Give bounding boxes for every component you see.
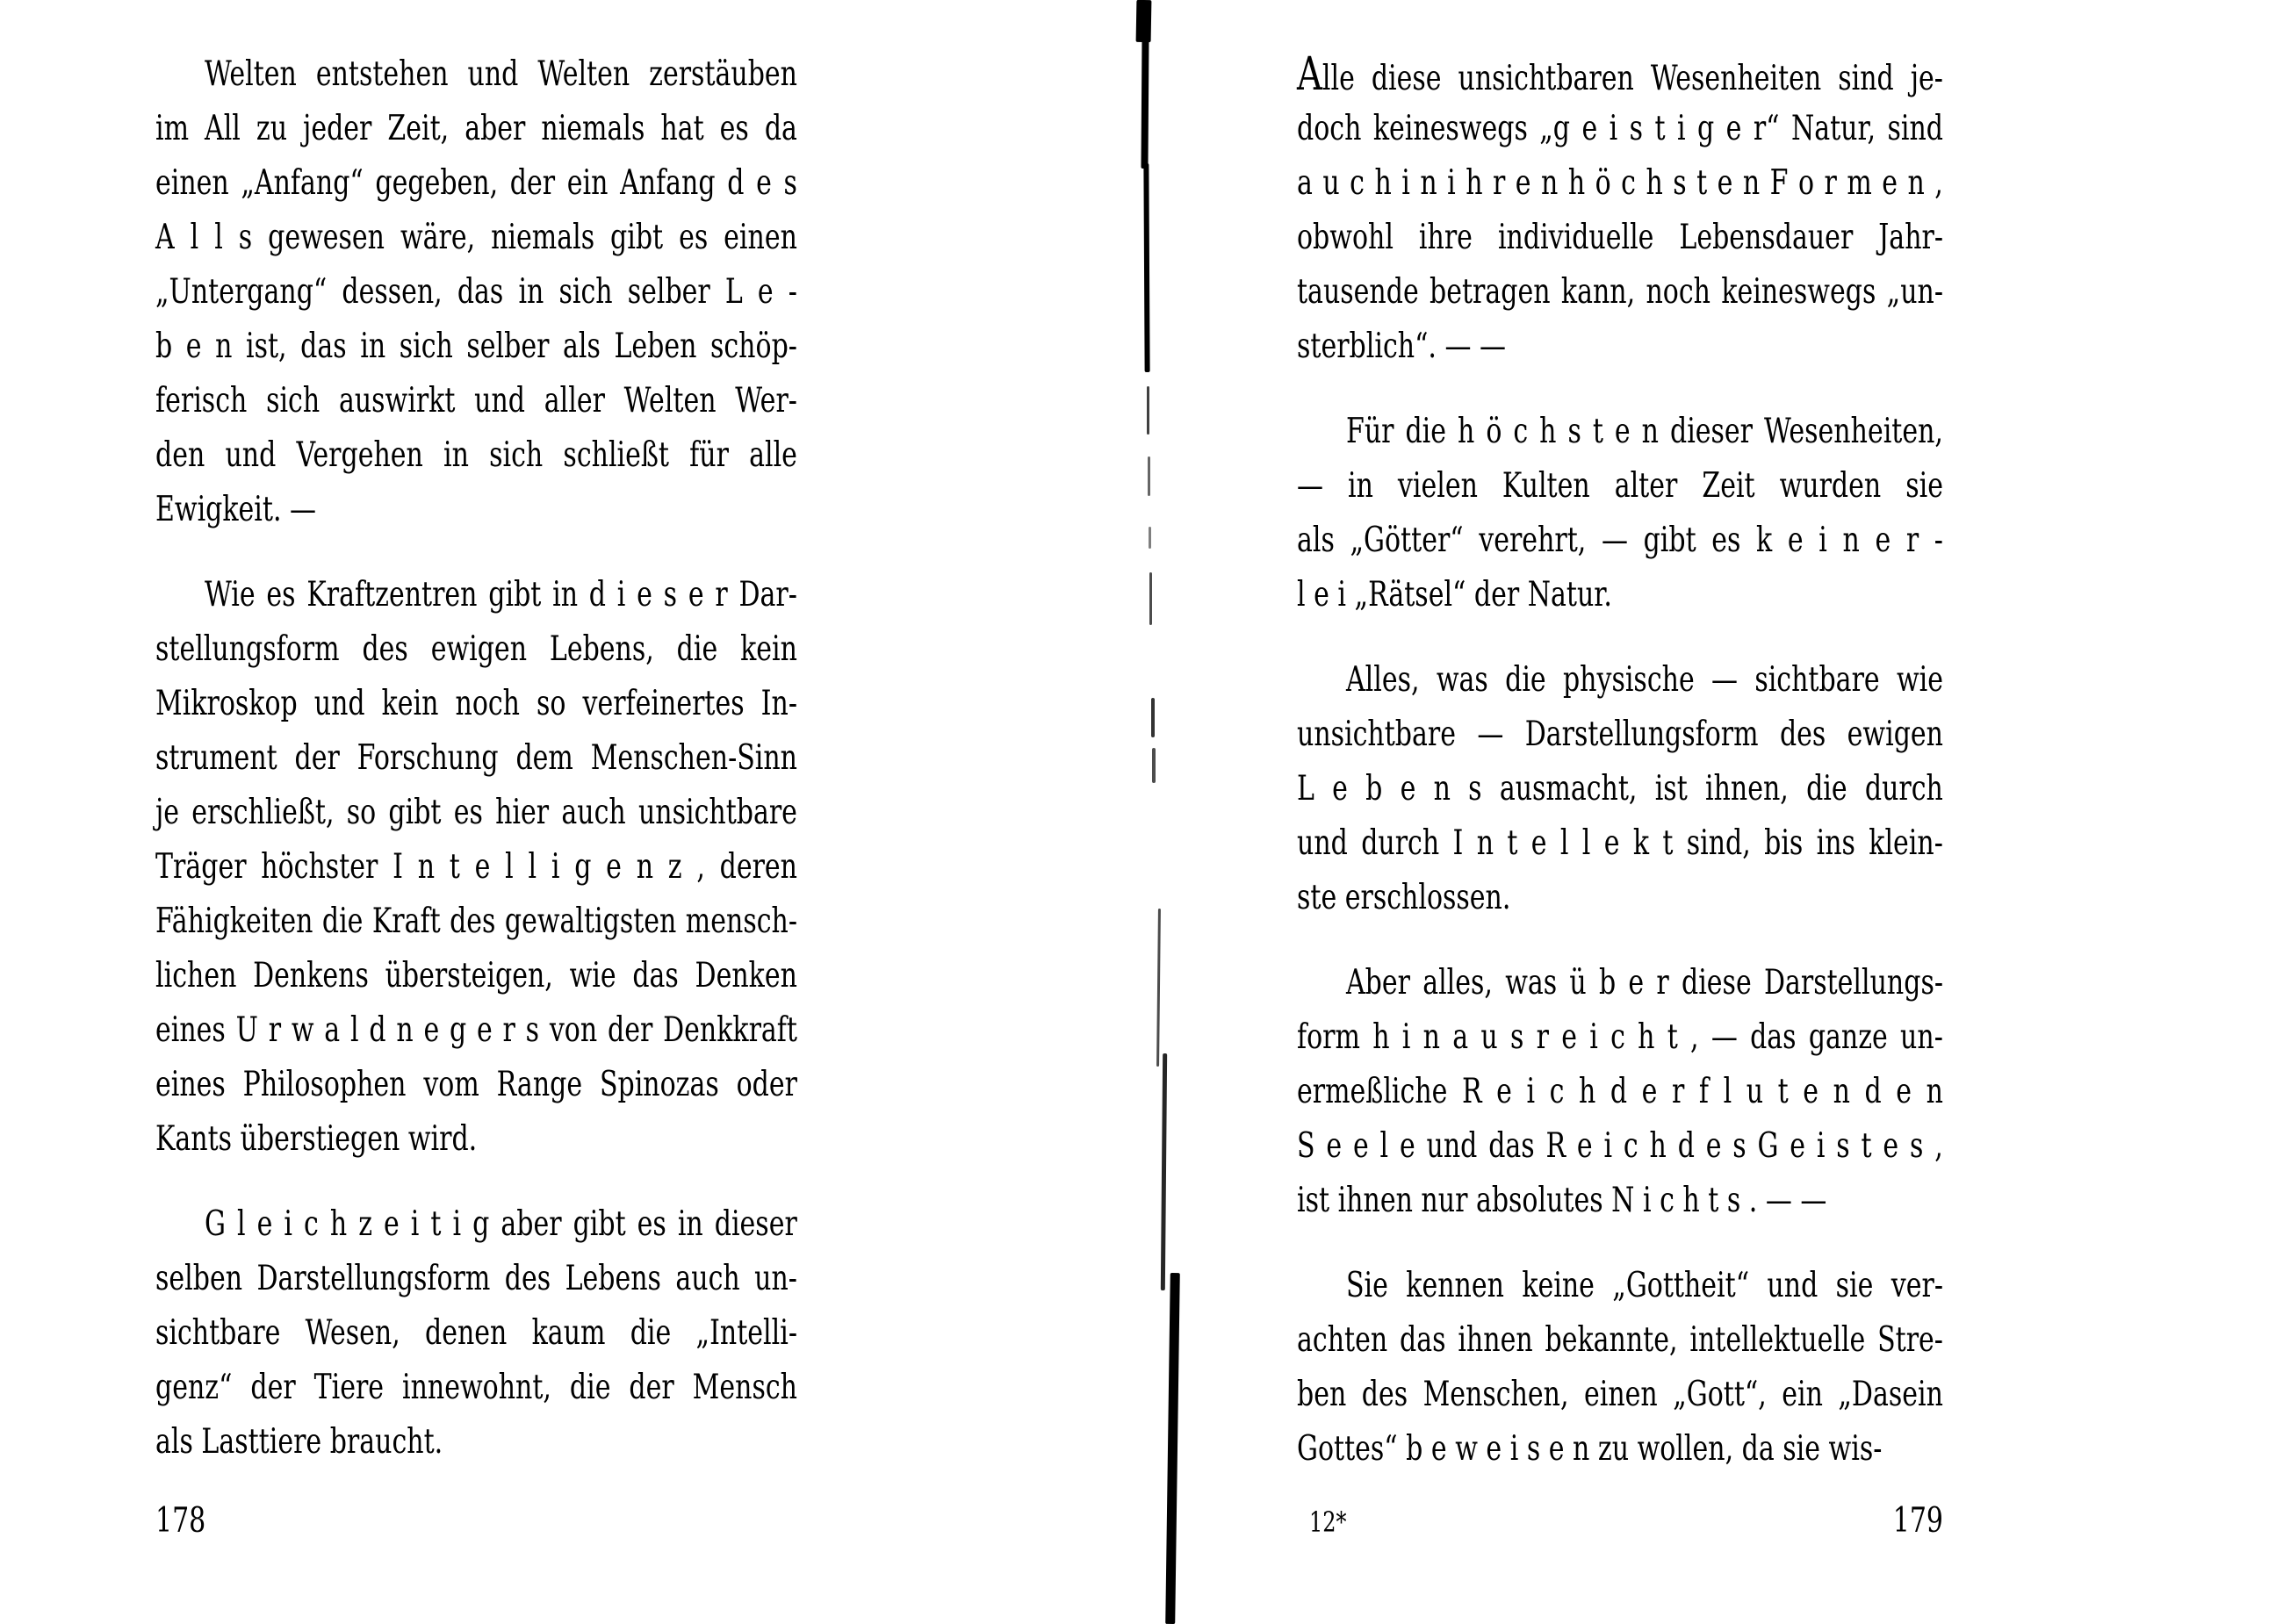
page-right-text [1297, 47, 1943, 1477]
text-line: Ewigkeit. — [155, 489, 317, 530]
text-line: eines Philosophen vom Range Spinozas oder [155, 1064, 797, 1105]
text-line: ist ihnen nur absolutes N i c h t s . — — [1297, 1180, 1827, 1221]
text-line: als „Götter“ verehrt, — gibt es k e i n e r - [1297, 520, 1943, 561]
paragraph [155, 47, 797, 537]
page-right-footer [1297, 1485, 1943, 1557]
gutter-mark [1152, 748, 1156, 783]
text-line: Welten entstehen und Welten zerstäuben [205, 54, 797, 95]
text-line: form h i n a u s r e i c h t , — das ganze un- [1297, 1017, 1943, 1058]
gutter-mark [1149, 572, 1152, 625]
text-line: einen „Anfang“ gegeben, der ein Anfang d e s [155, 162, 797, 204]
text-line: tausende betragen kann, noch keineswegs „un- [1297, 271, 1943, 313]
paragraph [1297, 956, 1943, 1228]
page-left-text [155, 47, 797, 1470]
gutter-mark [1156, 909, 1161, 1067]
text-line: genz“ der Tiere innewohnt, die der Mensch [155, 1367, 797, 1408]
gutter-mark [1148, 456, 1150, 496]
text-line: Kants überstiegen wird. [155, 1118, 478, 1160]
text-line: lichen Denkens übersteigen, wie das Denken [155, 955, 797, 996]
gutter-mark [1149, 527, 1151, 549]
gutter-mark [1141, 35, 1149, 169]
text-line: Sie kennen keine „Gottheit“ und sie ver- [1346, 1265, 1943, 1306]
gutter-mark [1147, 386, 1149, 435]
text-line: L e b e n s ausmacht, ist ihnen, die durch [1297, 768, 1943, 809]
text-line: l e i „Rätsel“ der Natur. [1297, 574, 1612, 615]
text-line: sichtbare Wesen, denen kaum die „Intelli- [155, 1312, 797, 1354]
text-line: Für die h ö c h s t e n dieser Wesenheiten, [1346, 411, 1943, 452]
text-line: Mikroskop und kein noch so verfeinertes In- [155, 683, 797, 724]
text-line: den und Vergehen in sich schließt für alle [155, 435, 797, 476]
text-line: S e e l e und das R e i c h d e s G e i s t e s , [1297, 1125, 1943, 1167]
text-line: stellungsform des ewigen Lebens, die kein [155, 629, 797, 670]
paragraph [155, 568, 797, 1167]
text-line: Wie es Kraftzentren gibt in d i e s e r Dar- [205, 574, 797, 615]
text-line: „Untergang“ dessen, das in sich selber L e - [155, 271, 797, 313]
page-number-right: 179 [1892, 1500, 1943, 1541]
page-left [155, 47, 797, 1470]
text-line: b e n ist, das in sich selber als Leben schöp- [155, 326, 797, 367]
text-line: ermeßliche R e i c h d e r f l u t e n d e n [1297, 1071, 1943, 1112]
text-line: ben des Menschen, einen „Gott“, ein „Dasein [1297, 1374, 1943, 1415]
text-line: Aber alles, was ü b e r diese Darstellungs- [1346, 962, 1943, 1003]
gutter-mark [1165, 1273, 1180, 1624]
paragraph [1297, 47, 1943, 374]
text-line: ferisch sich auswirkt und aller Welten Wer- [155, 380, 797, 421]
text-line: selben Darstellungsform des Lebens auch un- [155, 1258, 797, 1299]
text-line: strument der Forschung dem Menschen-Sinn [155, 737, 797, 779]
text-line: a u c h i n i h r e n h ö c h s t e n F o r m e n , [1297, 162, 1943, 204]
paragraph [1297, 653, 1943, 925]
text-line: G l e i c h z e i t i g aber gibt es in dieser [205, 1204, 797, 1245]
text-line: A l l s gewesen wäre, niemals gibt es einen [155, 217, 797, 258]
text-line: Träger höchster I n t e l l i g e n z , deren [155, 846, 797, 887]
paragraph [1297, 405, 1943, 622]
text-line: als Lasttiere braucht. [155, 1421, 443, 1462]
text-line: doch keineswegs „g e i s t i g e r“ Natur, sind [1297, 108, 1943, 149]
gutter-mark [1151, 698, 1155, 737]
text-line: und durch I n t e l l e k t sind, bis ins klein- [1297, 823, 1943, 864]
gutter-mark [1161, 1053, 1167, 1290]
page-left-footer [155, 1485, 797, 1557]
page-right [1297, 47, 1943, 1477]
text-line: Gottes“ b e w e i s e n zu wollen, da sie wis- [1297, 1428, 1883, 1470]
paragraph [155, 1197, 797, 1470]
text-line: unsichtbare — Darstellungsform des ewigen [1297, 714, 1943, 755]
text-line: achten das ihnen bekannte, intellektuelle Stre- [1297, 1319, 1943, 1361]
text-line: Alles, was die physische — sichtbare wie [1346, 659, 1943, 701]
text-line: Fähigkeiten die Kraft des gewaltigsten mensch- [155, 901, 797, 942]
text-line: — in vielen Kulten alter Zeit wurden sie [1297, 465, 1943, 507]
text-line: sterblich“. — — [1297, 326, 1507, 367]
paragraph [1297, 1259, 1943, 1477]
text-line: obwohl ihre individuelle Lebensdauer Jahr- [1297, 217, 1943, 258]
page-number-left: 178 [155, 1500, 206, 1541]
text-line: eines U r w a l d n e g e r s von der Denkkraft [155, 1010, 797, 1051]
gutter-mark [1143, 163, 1149, 372]
text-line: Alle diese unsichtbaren Wesenheiten sind je- [1297, 47, 1943, 102]
text-line: ste erschlossen. [1297, 877, 1511, 918]
signature-mark: 12* [1309, 1505, 1347, 1539]
text-line: im All zu jeder Zeit, aber niemals hat es da [155, 108, 797, 149]
text-line: je erschließt, so gibt es hier auch unsichtbare [155, 792, 797, 833]
